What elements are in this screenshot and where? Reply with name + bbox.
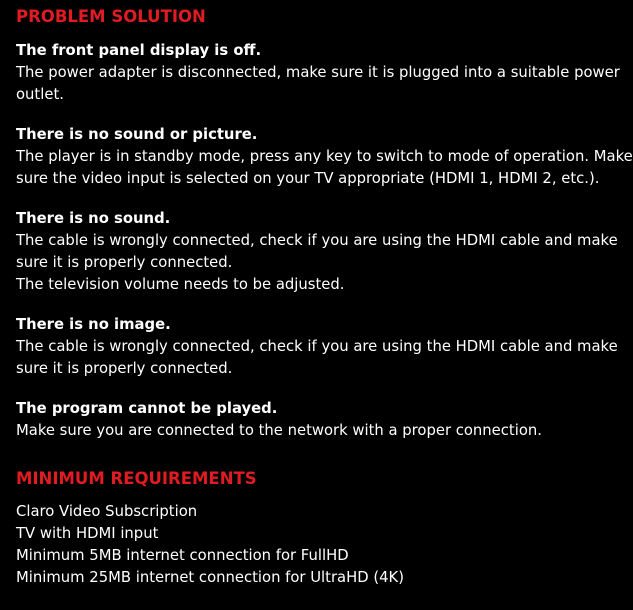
- issue-heading: There is no sound or picture.: [16, 126, 258, 143]
- issue-solution-text: The television volume needs to be adjusted.: [16, 276, 345, 293]
- requirement-item: Minimum 25MB internet connection for UltraHD (4K): [16, 569, 404, 586]
- requirements-list: [16, 501, 633, 589]
- minimum-requirements-title: MINIMUM REQUIREMENTS: [16, 469, 257, 488]
- issue-block: [16, 208, 633, 296]
- issue-heading: There is no sound.: [16, 210, 171, 227]
- issue-solution-text: Make sure you are connected to the network with a proper connection.: [16, 422, 542, 439]
- issue-block: [16, 314, 633, 380]
- issue-list: [16, 40, 633, 442]
- problem-solution-title: PROBLEM SOLUTION: [16, 7, 206, 26]
- issue-heading: There is no image.: [16, 316, 171, 333]
- issue-heading: The front panel display is off.: [16, 42, 262, 59]
- requirement-item: Claro Video Subscription: [16, 503, 198, 520]
- issue-block: [16, 398, 633, 442]
- document-page: [16, 5, 633, 589]
- issue-solution-text: The cable is wrongly connected, check if you are using the HDMI cable and make sure it is properly connected.: [16, 338, 618, 377]
- requirement-item: TV with HDMI input: [16, 525, 159, 542]
- issue-solution-text: The player is in standby mode, press any key to switch to mode of operation. Make sure the video input is selected on your TV appropriate (HDMI 1, HDMI 2, etc.).: [16, 148, 633, 187]
- issue-heading: The program cannot be played.: [16, 400, 278, 417]
- issue-block: [16, 124, 633, 190]
- issue-block: [16, 40, 633, 106]
- issue-solution-text: The cable is wrongly connected, check if you are using the HDMI cable and make sure it is properly connected.: [16, 232, 618, 271]
- issue-solution-text: The power adapter is disconnected, make sure it is plugged into a suitable power outlet.: [16, 64, 620, 103]
- requirement-item: Minimum 5MB internet connection for FullHD: [16, 547, 349, 564]
